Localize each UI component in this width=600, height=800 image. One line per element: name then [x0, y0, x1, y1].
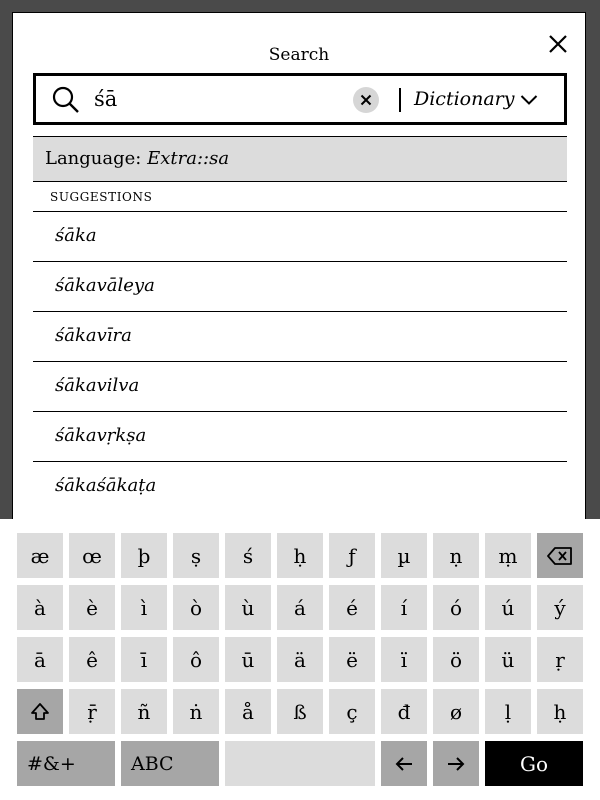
space-key[interactable]: [225, 741, 375, 786]
language-value: Extra::sa: [147, 148, 230, 169]
key[interactable]: ü: [485, 637, 531, 682]
key[interactable]: ḥ: [277, 533, 323, 578]
key[interactable]: ë: [329, 637, 375, 682]
key[interactable]: ṅ: [173, 689, 219, 734]
key[interactable]: œ: [69, 533, 115, 578]
language-selector[interactable]: [33, 136, 567, 182]
key[interactable]: ä: [277, 637, 323, 682]
key[interactable]: ý: [537, 585, 583, 630]
key[interactable]: ó: [433, 585, 479, 630]
key[interactable]: ṇ: [433, 533, 479, 578]
key[interactable]: æ: [17, 533, 63, 578]
arrow-right-icon: [446, 756, 466, 772]
key[interactable]: ø: [433, 689, 479, 734]
arrow-left-icon: [394, 756, 414, 772]
dialog-title: Search: [268, 45, 330, 65]
key[interactable]: ù: [225, 585, 271, 630]
shift-icon: [30, 702, 50, 722]
key[interactable]: é: [329, 585, 375, 630]
suggestion-item[interactable]: śākaśākaṭa: [33, 461, 567, 511]
suggestion-item[interactable]: śākavṛkṣa: [33, 411, 567, 461]
suggestions-header: SUGGESTIONS: [50, 190, 153, 204]
key[interactable]: ƒ: [329, 533, 375, 578]
symbols-key[interactable]: #&+: [17, 741, 115, 786]
key[interactable]: ò: [173, 585, 219, 630]
key[interactable]: á: [277, 585, 323, 630]
cursor-left-key[interactable]: [381, 741, 427, 786]
dictionary-label: Dictionary: [414, 88, 515, 110]
shift-key[interactable]: [17, 689, 63, 734]
on-screen-keyboard: [0, 519, 600, 800]
key[interactable]: ô: [173, 637, 219, 682]
close-icon: [548, 34, 568, 54]
key[interactable]: ī: [121, 637, 167, 682]
key[interactable]: è: [69, 585, 115, 630]
key[interactable]: í: [381, 585, 427, 630]
key[interactable]: µ: [381, 533, 427, 578]
key[interactable]: ṝ: [69, 689, 115, 734]
key[interactable]: ß: [277, 689, 323, 734]
cursor-right-key[interactable]: [433, 741, 479, 786]
go-key[interactable]: Go: [485, 741, 583, 786]
suggestion-item[interactable]: śākavīra: [33, 311, 567, 361]
key[interactable]: ṃ: [485, 533, 531, 578]
key[interactable]: ï: [381, 637, 427, 682]
key[interactable]: ṛ: [537, 637, 583, 682]
dictionary-select[interactable]: [414, 82, 544, 116]
suggestion-item[interactable]: śāka: [33, 211, 567, 261]
search-input[interactable]: [94, 84, 334, 114]
suggestion-item[interactable]: śākavāleya: [33, 261, 567, 311]
key[interactable]: ç: [329, 689, 375, 734]
clear-search-button[interactable]: [353, 87, 379, 113]
key[interactable]: ḷ: [485, 689, 531, 734]
key[interactable]: ê: [69, 637, 115, 682]
divider: [399, 88, 401, 112]
key[interactable]: ṣ: [173, 533, 219, 578]
key[interactable]: ś: [225, 533, 271, 578]
search-box: [33, 73, 567, 125]
chevron-down-icon: [520, 91, 538, 109]
key[interactable]: å: [225, 689, 271, 734]
backspace-icon: [547, 547, 573, 565]
language-label: Language:: [45, 148, 142, 169]
abc-key[interactable]: ABC: [121, 741, 219, 786]
suggestions-list: [33, 211, 567, 511]
key[interactable]: ú: [485, 585, 531, 630]
key[interactable]: ḥ: [537, 689, 583, 734]
key[interactable]: đ: [381, 689, 427, 734]
key[interactable]: ñ: [121, 689, 167, 734]
search-icon: [52, 86, 80, 114]
suggestion-item[interactable]: śākavilva: [33, 361, 567, 411]
close-button[interactable]: [545, 31, 571, 57]
backspace-key[interactable]: [537, 533, 583, 578]
clear-icon: [360, 94, 372, 106]
key[interactable]: ū: [225, 637, 271, 682]
key[interactable]: ö: [433, 637, 479, 682]
key[interactable]: ì: [121, 585, 167, 630]
key[interactable]: à: [17, 585, 63, 630]
key[interactable]: þ: [121, 533, 167, 578]
search-dialog: [12, 12, 586, 552]
key[interactable]: ā: [17, 637, 63, 682]
